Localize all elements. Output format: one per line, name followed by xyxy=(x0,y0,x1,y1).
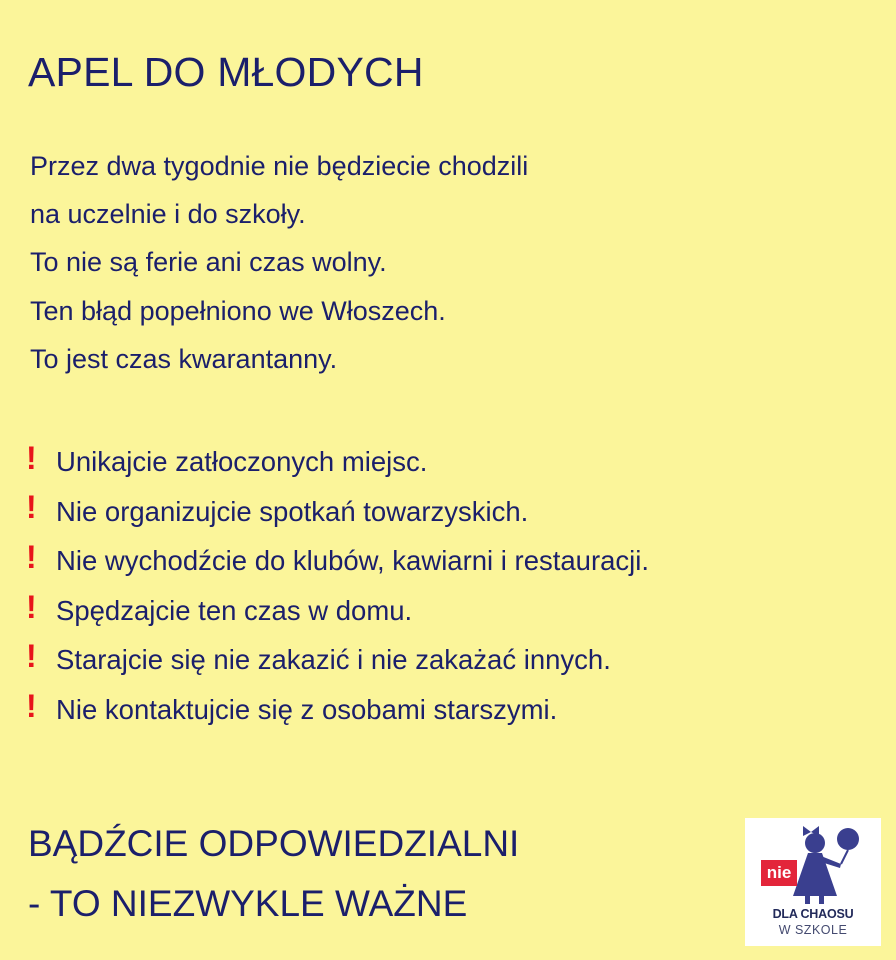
intro-line: To jest czas kwarantanny. xyxy=(30,343,338,374)
page-title: APEL DO MŁODYCH xyxy=(28,49,424,95)
closing-line-1: BĄDŹCIE ODPOWIEDZIALNI xyxy=(28,823,520,864)
rule-item xyxy=(26,487,649,537)
exclamation-icon: ! xyxy=(26,538,37,575)
rule-text: Nie wychodźcie do klubów, kawiarni i restauracji. xyxy=(56,545,650,577)
intro-line: Przez dwa tygodnie nie będziecie chodzili xyxy=(30,151,529,181)
rule-item xyxy=(26,437,649,487)
exclamation-icon: ! xyxy=(26,588,37,625)
rule-text: Spędzajcie ten czas w domu. xyxy=(56,594,413,626)
logo-tag: nie xyxy=(761,860,797,886)
exclamation-icon: ! xyxy=(26,638,37,675)
intro-line: Ten błąd popełniono we Włoszech. xyxy=(30,295,446,326)
intro-line: na uczelnie i do szkoły. xyxy=(30,199,306,230)
rule-text: Nie kontaktujcie się z osobami starszymi. xyxy=(56,694,558,726)
closing-line-2: - TO NIEZWYKLE WAŻNE xyxy=(28,883,468,924)
rule-item xyxy=(26,586,649,636)
logo xyxy=(745,818,881,946)
logo-text-line-1: DLA CHAOSU xyxy=(772,907,854,921)
rule-item xyxy=(26,635,649,685)
intro-paragraph xyxy=(30,142,528,383)
logo-text-line-2: W SZKOLE xyxy=(778,923,848,937)
exclamation-icon: ! xyxy=(26,439,37,476)
rules-list xyxy=(26,437,649,735)
exclamation-icon: ! xyxy=(26,687,37,724)
rule-text: Nie organizujcie spotkań towarzyskich. xyxy=(56,495,529,527)
rule-text: Starajcie się nie zakazić i nie zakażać innych. xyxy=(56,644,611,676)
rule-item xyxy=(26,536,649,586)
exclamation-icon: ! xyxy=(26,489,37,526)
rule-text: Unikajcie zatłoczonych miejsc. xyxy=(56,446,428,478)
intro-line: To nie są ferie ani czas wolny. xyxy=(30,247,387,278)
rule-item xyxy=(26,685,649,735)
closing-statement xyxy=(28,814,519,934)
